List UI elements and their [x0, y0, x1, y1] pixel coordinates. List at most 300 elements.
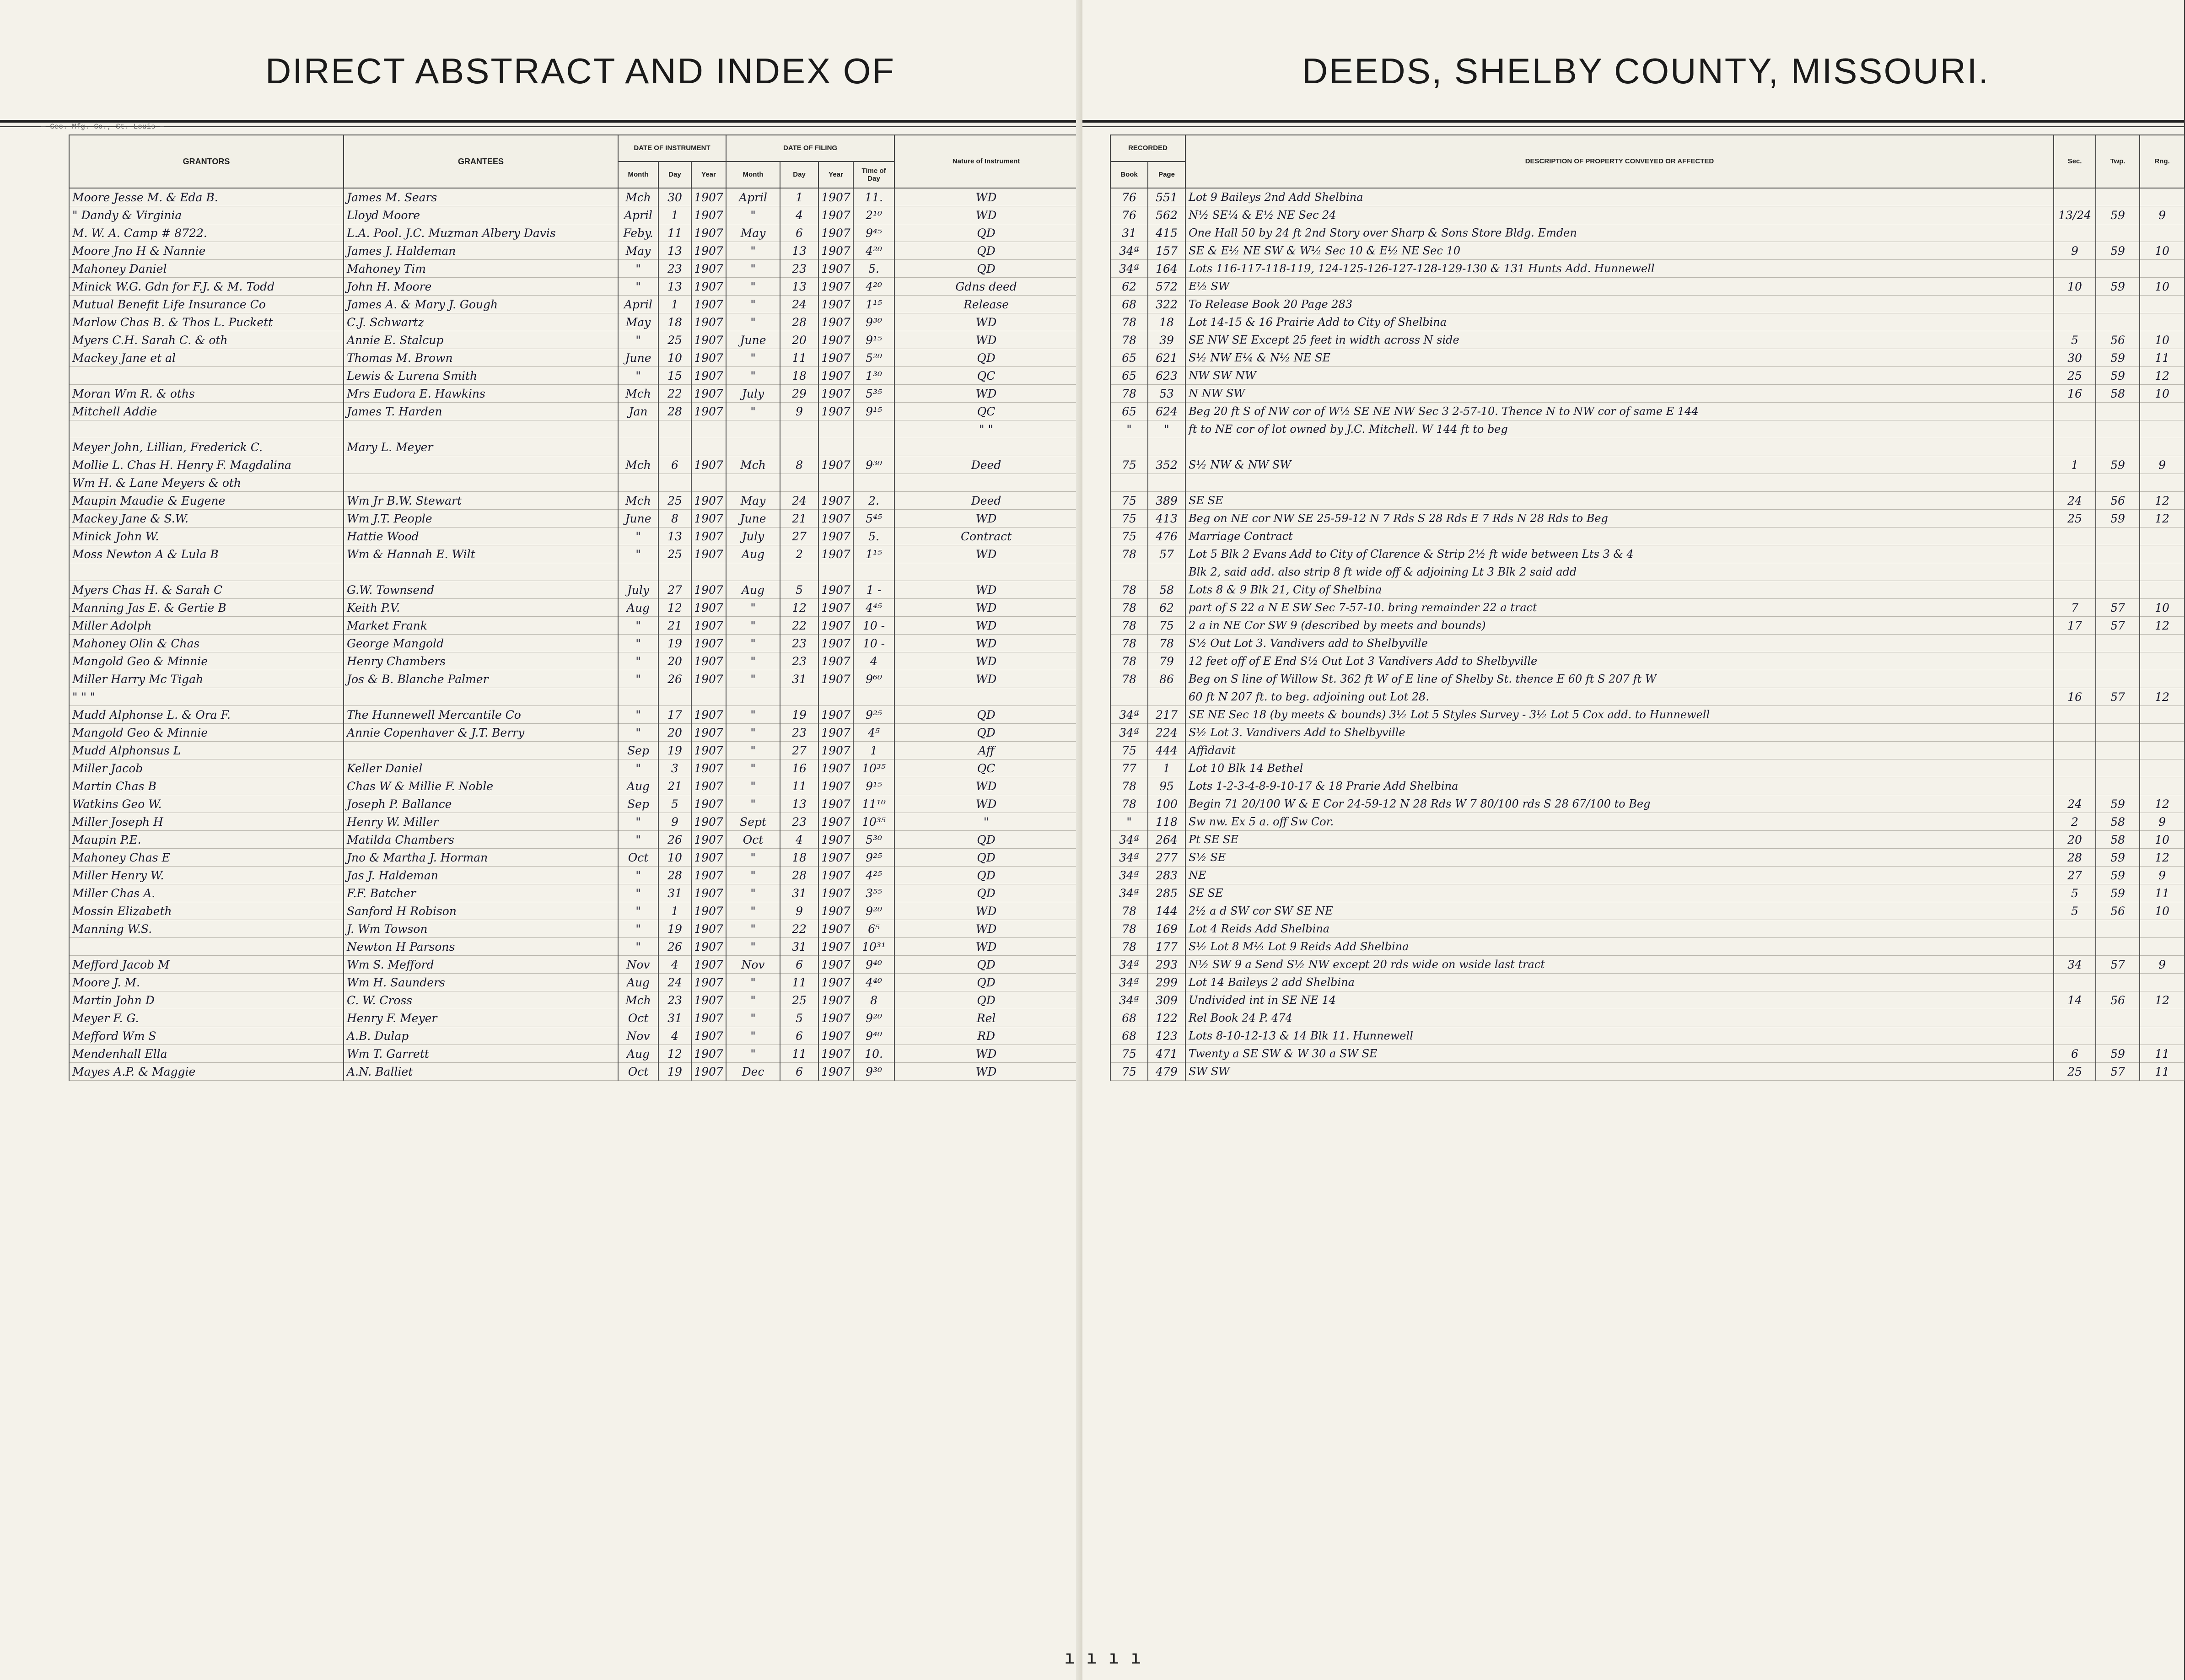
description-cell: Marriage Contract — [1185, 528, 2054, 545]
ledger-row — [69, 1045, 1078, 1063]
instrument-month-cell: " — [618, 617, 658, 635]
grantor-cell: Meyer F. G. — [69, 1009, 344, 1027]
instrument-day-cell: 8 — [658, 510, 691, 528]
sec-cell — [2054, 1009, 2096, 1027]
grantor-cell: Moss Newton A & Lula B — [69, 545, 344, 563]
filing-day-cell: 11 — [780, 974, 818, 991]
filing-day-cell — [780, 474, 818, 492]
nature-cell: WD — [894, 331, 1078, 349]
ledger-row — [1110, 742, 2185, 759]
twp-cell — [2096, 724, 2140, 742]
instrument-month-cell: " — [618, 260, 658, 278]
ledger-row — [69, 652, 1078, 670]
twp-cell: 58 — [2096, 385, 2140, 403]
filing-year-cell: 1907 — [818, 991, 853, 1009]
description-cell — [1185, 438, 2054, 456]
grantee-cell: Lewis & Lurena Smith — [344, 367, 618, 385]
instrument-month-cell — [618, 438, 658, 456]
page-cell: 57 — [1148, 545, 1185, 563]
filing-month-cell: Mch — [726, 456, 780, 474]
page-cell: 299 — [1148, 974, 1185, 991]
rng-cell: 10 — [2140, 599, 2185, 617]
grantee-cell: Newton H Parsons — [344, 938, 618, 956]
grantor-cell: Watkins Geo W. — [69, 795, 344, 813]
description-cell: 2½ a d SW cor SW SE NE — [1185, 902, 2054, 920]
ledger-row — [1110, 1063, 2185, 1081]
grantor-cell: Myers Chas H. & Sarah C — [69, 581, 344, 599]
page-cell: 224 — [1148, 724, 1185, 742]
description-cell: Pt SE SE — [1185, 831, 2054, 849]
rng-cell: 9 — [2140, 867, 2185, 884]
instrument-month-cell: " — [618, 635, 658, 652]
time-of-day-cell: 4⁴⁵ — [853, 599, 894, 617]
grantor-cell: Mackey Jane et al — [69, 349, 344, 367]
twp-cell — [2096, 652, 2140, 670]
rng-cell: 10 — [2140, 242, 2185, 260]
grantee-cell: Wm H. Saunders — [344, 974, 618, 991]
ledger-row — [1110, 795, 2185, 813]
rng-cell — [2140, 938, 2185, 956]
twp-cell — [2096, 403, 2140, 420]
book-cell: " — [1110, 420, 1148, 438]
description-cell: S½ NW & NW SW — [1185, 456, 2054, 474]
ledger-row — [69, 777, 1078, 795]
rng-cell — [2140, 652, 2185, 670]
description-cell: Sw nw. Ex 5 a. off Sw Cor. — [1185, 813, 2054, 831]
grantee-cell — [344, 742, 618, 759]
ledger-row — [69, 242, 1078, 260]
ledger-row — [69, 688, 1078, 706]
instrument-month-cell: June — [618, 510, 658, 528]
filing-day-cell: 27 — [780, 742, 818, 759]
sec-cell: 30 — [2054, 349, 2096, 367]
instrument-month-cell: Nov — [618, 1027, 658, 1045]
rng-cell — [2140, 1009, 2185, 1027]
rng-cell: 12 — [2140, 367, 2185, 385]
twp-cell — [2096, 670, 2140, 688]
grantee-cell: Jno & Martha J. Horman — [344, 849, 618, 867]
book-header: Book — [1110, 162, 1148, 188]
rng-cell: 10 — [2140, 278, 2185, 296]
book-cell: 78 — [1110, 652, 1148, 670]
filing-day-cell: 23 — [780, 260, 818, 278]
grantor-grantee-table — [69, 135, 1078, 1081]
filing-day-cell: 22 — [780, 617, 818, 635]
rng-cell — [2140, 670, 2185, 688]
filing-month-cell: " — [726, 599, 780, 617]
ledger-row — [1110, 1045, 2185, 1063]
sec-cell — [2054, 403, 2096, 420]
book-cell: 34ª — [1110, 849, 1148, 867]
filing-day-cell: 27 — [780, 528, 818, 545]
grantee-cell: Mrs Eudora E. Hawkins — [344, 385, 618, 403]
grantee-cell: Henry W. Miller — [344, 813, 618, 831]
rng-cell: 9 — [2140, 813, 2185, 831]
description-cell: E½ SW — [1185, 278, 2054, 296]
ledger-row — [1110, 813, 2185, 831]
filing-month-cell: April — [726, 188, 780, 206]
filing-day-cell: 5 — [780, 1009, 818, 1027]
grantor-cell: Marlow Chas B. & Thos L. Puckett — [69, 313, 344, 331]
time-of-day-cell: 9¹⁵ — [853, 777, 894, 795]
filing-day-cell: 11 — [780, 349, 818, 367]
page-cell: 18 — [1148, 313, 1185, 331]
filing-year-cell: 1907 — [818, 706, 853, 724]
filing-day-cell: 8 — [780, 456, 818, 474]
filing-day-cell: 11 — [780, 1045, 818, 1063]
ledger-row — [69, 742, 1078, 759]
filing-day-cell — [780, 563, 818, 581]
time-of-day-cell: 9⁴⁰ — [853, 956, 894, 974]
rng-cell: 10 — [2140, 385, 2185, 403]
ledger-row — [69, 759, 1078, 777]
instrument-month-cell: " — [618, 706, 658, 724]
book-cell: 75 — [1110, 742, 1148, 759]
twp-cell: 58 — [2096, 813, 2140, 831]
book-cell: 34ª — [1110, 884, 1148, 902]
instrument-year-cell: 1907 — [691, 313, 726, 331]
time-of-day-cell: 10 - — [853, 617, 894, 635]
description-cell: Twenty a SE SW & W 30 a SW SE — [1185, 1045, 2054, 1063]
sec-cell — [2054, 224, 2096, 242]
ledger-row — [1110, 884, 2185, 902]
sec-cell — [2054, 474, 2096, 492]
time-of-day-cell: 3⁵⁵ — [853, 884, 894, 902]
grantee-cell: F.F. Batcher — [344, 884, 618, 902]
left-ledger-body — [69, 188, 1078, 1081]
instrument-month-cell: " — [618, 545, 658, 563]
instrument-month-cell: Mch — [618, 991, 658, 1009]
instrument-day-cell: 20 — [658, 724, 691, 742]
page-cell: " — [1148, 420, 1185, 438]
twp-cell: 56 — [2096, 991, 2140, 1009]
grantees-header: GRANTEES — [344, 135, 618, 188]
grantor-cell: Miller Adolph — [69, 617, 344, 635]
description-cell: NW SW NW — [1185, 367, 2054, 385]
ledger-row — [69, 938, 1078, 956]
nature-cell: QD — [894, 831, 1078, 849]
filing-month-cell — [726, 438, 780, 456]
ledger-row — [1110, 260, 2185, 278]
grantee-cell — [344, 563, 618, 581]
instrument-year-cell: 1907 — [691, 938, 726, 956]
filing-month-cell: July — [726, 528, 780, 545]
rng-cell: 12 — [2140, 617, 2185, 635]
instrument-day-cell: 15 — [658, 367, 691, 385]
filing-year-cell — [818, 474, 853, 492]
grantor-cell: Martin John D — [69, 991, 344, 1009]
grantor-cell: Maupin Maudie & Eugene — [69, 492, 344, 510]
time-of-day-cell: 10 - — [853, 635, 894, 652]
sec-cell — [2054, 296, 2096, 313]
grantee-cell: A.N. Balliet — [344, 1063, 618, 1081]
instrument-month-cell: Sep — [618, 795, 658, 813]
instrument-month-cell: July — [618, 581, 658, 599]
grantor-cell: Myers C.H. Sarah C. & oth — [69, 331, 344, 349]
instrument-day-cell: 25 — [658, 545, 691, 563]
nature-cell: WD — [894, 920, 1078, 938]
instrument-month-cell: Oct — [618, 1063, 658, 1081]
instrument-year-cell: 1907 — [691, 849, 726, 867]
grantee-cell — [344, 474, 618, 492]
nature-cell — [894, 563, 1078, 581]
description-cell: Lots 8-10-12-13 & 14 Blk 11. Hunnewell — [1185, 1027, 2054, 1045]
filing-day-cell — [780, 688, 818, 706]
ledger-row — [69, 670, 1078, 688]
instrument-year-cell: 1907 — [691, 795, 726, 813]
description-cell: Lot 14-15 & 16 Prairie Add to City of Shelbina — [1185, 313, 2054, 331]
sec-cell — [2054, 188, 2096, 206]
book-cell: 34ª — [1110, 260, 1148, 278]
ledger-row — [69, 724, 1078, 742]
filing-month-cell: Oct — [726, 831, 780, 849]
ledger-row — [69, 1027, 1078, 1045]
ledger-row — [1110, 617, 2185, 635]
sec-cell: 16 — [2054, 385, 2096, 403]
instrument-month-cell: " — [618, 884, 658, 902]
book-cell: 78 — [1110, 581, 1148, 599]
grantee-cell: Wm & Hannah E. Wilt — [344, 545, 618, 563]
grantee-cell: The Hunnewell Mercantile Co — [344, 706, 618, 724]
ledger-row — [1110, 278, 2185, 296]
description-cell: NE — [1185, 867, 2054, 884]
ledger-row — [69, 188, 1078, 206]
instrument-day-cell: 9 — [658, 813, 691, 831]
filing-month-cell: " — [726, 884, 780, 902]
instrument-day-cell: 19 — [658, 920, 691, 938]
rng-cell — [2140, 759, 2185, 777]
page-cell — [1148, 563, 1185, 581]
book-cell: 75 — [1110, 456, 1148, 474]
ledger-row — [69, 367, 1078, 385]
rng-cell — [2140, 635, 2185, 652]
ledger-row — [69, 403, 1078, 420]
ledger-row — [69, 617, 1078, 635]
ledger-row — [69, 867, 1078, 884]
filing-month-cell: " — [726, 974, 780, 991]
grantor-cell: Minick John W. — [69, 528, 344, 545]
nature-cell: WD — [894, 902, 1078, 920]
ledger-row — [1110, 1009, 2185, 1027]
time-of-day-cell: 9⁴⁰ — [853, 1027, 894, 1045]
filing-day-cell: 12 — [780, 599, 818, 617]
nature-cell: QD — [894, 224, 1078, 242]
instrument-day-cell: 1 — [658, 206, 691, 224]
instrument-day-cell: 4 — [658, 956, 691, 974]
ledger-row — [69, 331, 1078, 349]
nature-cell: WD — [894, 599, 1078, 617]
ledger-row — [1110, 296, 2185, 313]
instrument-month-cell — [618, 474, 658, 492]
instrument-year-cell: 1907 — [691, 1063, 726, 1081]
book-cell: 77 — [1110, 759, 1148, 777]
nature-cell: Contract — [894, 528, 1078, 545]
ledger-row — [69, 920, 1078, 938]
ledger-row — [69, 599, 1078, 617]
filing-month-cell: " — [726, 920, 780, 938]
grantor-cell: Wm H. & Lane Meyers & oth — [69, 474, 344, 492]
page-cell: 122 — [1148, 1009, 1185, 1027]
grantor-cell — [69, 563, 344, 581]
sec-cell — [2054, 652, 2096, 670]
instrument-year-cell: 1907 — [691, 777, 726, 795]
book-cell: " — [1110, 813, 1148, 831]
page-cell: 62 — [1148, 599, 1185, 617]
instrument-year-cell: 1907 — [691, 884, 726, 902]
instrument-year-cell: 1907 — [691, 617, 726, 635]
instrument-day-cell: 19 — [658, 1063, 691, 1081]
sec-cell — [2054, 724, 2096, 742]
twp-cell: 57 — [2096, 688, 2140, 706]
filing-year-cell: 1907 — [818, 349, 853, 367]
description-cell: part of S 22 a N E SW Sec 7-57-10. bring remainder 22 a tract — [1185, 599, 2054, 617]
filing-month-cell: " — [726, 652, 780, 670]
instrument-month-cell: " — [618, 813, 658, 831]
ledger-row — [1110, 581, 2185, 599]
book-cell: 34ª — [1110, 991, 1148, 1009]
rng-cell — [2140, 545, 2185, 563]
instrument-day-cell: 13 — [658, 242, 691, 260]
instrument-year-cell: 1907 — [691, 296, 726, 313]
grantor-cell: Miller Joseph H — [69, 813, 344, 831]
instrument-year-cell: 1907 — [691, 278, 726, 296]
instrument-day-cell: 26 — [658, 938, 691, 956]
twp-cell: 56 — [2096, 902, 2140, 920]
sec-cell — [2054, 974, 2096, 991]
description-cell: SE NW SE Except 25 feet in width across N side — [1185, 331, 2054, 349]
time-of-day-cell: 10³¹ — [853, 938, 894, 956]
description-cell: N½ SE¼ & E½ NE Sec 24 — [1185, 206, 2054, 224]
ledger-row — [69, 974, 1078, 991]
instrument-year-cell: 1907 — [691, 224, 726, 242]
page-cell: 352 — [1148, 456, 1185, 474]
grantor-cell — [69, 420, 344, 438]
sec-cell — [2054, 581, 2096, 599]
twp-cell: 59 — [2096, 1045, 2140, 1063]
sec-cell — [2054, 635, 2096, 652]
instrument-day-cell: 1 — [658, 296, 691, 313]
ledger-row — [1110, 474, 2185, 492]
sec-cell: 27 — [2054, 867, 2096, 884]
nature-cell: WD — [894, 313, 1078, 331]
book-cell — [1110, 563, 1148, 581]
twp-cell: 57 — [2096, 1063, 2140, 1081]
grantor-cell: Miller Harry Mc Tigah — [69, 670, 344, 688]
grantor-cell: Manning Jas E. & Gertie B — [69, 599, 344, 617]
time-of-day-cell: 4⁵ — [853, 724, 894, 742]
page-cell: 78 — [1148, 635, 1185, 652]
time-of-day-cell: 5³⁵ — [853, 385, 894, 403]
twp-cell: 59 — [2096, 206, 2140, 224]
instrument-day-cell: 28 — [658, 867, 691, 884]
description-cell: Beg 20 ft S of NW cor of W½ SE NE NW Sec 3 2-57-10. Thence N to NW cor of same E 144 — [1185, 403, 2054, 420]
filing-month-cell — [726, 563, 780, 581]
filing-month-cell: " — [726, 867, 780, 884]
ledger-row — [1110, 385, 2185, 403]
instrument-day-cell: 19 — [658, 742, 691, 759]
filing-month-cell: " — [726, 724, 780, 742]
page-cell: 264 — [1148, 831, 1185, 849]
time-of-day-cell: 10³⁵ — [853, 813, 894, 831]
property-description-table — [1110, 135, 2185, 1081]
instrument-month-cell: " — [618, 920, 658, 938]
page-cell: 118 — [1148, 813, 1185, 831]
ledger-row — [1110, 670, 2185, 688]
twp-cell — [2096, 742, 2140, 759]
twp-cell: 58 — [2096, 831, 2140, 849]
sec-cell: 14 — [2054, 991, 2096, 1009]
filing-day-cell: 6 — [780, 956, 818, 974]
book-cell: 34ª — [1110, 974, 1148, 991]
twp-cell: 57 — [2096, 599, 2140, 617]
filing-month-cell: May — [726, 492, 780, 510]
filing-year-cell: 1907 — [818, 367, 853, 385]
sec-cell — [2054, 260, 2096, 278]
filing-day-cell: 16 — [780, 759, 818, 777]
ledger-row — [69, 635, 1078, 652]
book-cell: 65 — [1110, 349, 1148, 367]
grantee-cell: Annie E. Stalcup — [344, 331, 618, 349]
page-cell: 58 — [1148, 581, 1185, 599]
filing-month-cell: " — [726, 742, 780, 759]
sec-cell — [2054, 438, 2096, 456]
nature-cell: Deed — [894, 492, 1078, 510]
filing-year-cell — [818, 438, 853, 456]
instrument-day-cell: 3 — [658, 759, 691, 777]
sec-cell: 25 — [2054, 510, 2096, 528]
ledger-row — [1110, 510, 2185, 528]
description-cell: Beg on NE cor NW SE 25-59-12 N 7 Rds S 28 Rds E 7 Rds N 28 Rds to Beg — [1185, 510, 2054, 528]
book-cell: 78 — [1110, 599, 1148, 617]
instrument-month-cell: " — [618, 867, 658, 884]
filing-year-cell: 1907 — [818, 242, 853, 260]
instrument-year-cell — [691, 438, 726, 456]
page-cell: 322 — [1148, 296, 1185, 313]
nature-cell: Aff — [894, 742, 1078, 759]
twp-cell — [2096, 974, 2140, 991]
description-cell: Lot 10 Blk 14 Bethel — [1185, 759, 2054, 777]
description-cell: SW SW — [1185, 1063, 2054, 1081]
time-of-day-cell: 5⁴⁵ — [853, 510, 894, 528]
page-cell: 476 — [1148, 528, 1185, 545]
filing-month-cell: " — [726, 991, 780, 1009]
twp-cell: 57 — [2096, 617, 2140, 635]
sec-cell: 20 — [2054, 831, 2096, 849]
filing-day-header: Day — [780, 162, 818, 188]
ledger-row — [1110, 688, 2185, 706]
nature-cell — [894, 438, 1078, 456]
nature-cell: Rel — [894, 1009, 1078, 1027]
grantee-cell: Sanford H Robison — [344, 902, 618, 920]
instrument-month-cell: Mch — [618, 492, 658, 510]
description-cell: Lots 116-117-118-119, 124-125-126-127-128-129-130 & 131 Hunts Add. Hunnewell — [1185, 260, 2054, 278]
sec-cell — [2054, 777, 2096, 795]
time-of-day-cell: 2¹⁰ — [853, 206, 894, 224]
grantor-cell: Moore Jno H & Nannie — [69, 242, 344, 260]
time-of-day-cell: 5. — [853, 528, 894, 545]
instrument-day-cell: 31 — [658, 1009, 691, 1027]
description-header: DESCRIPTION OF PROPERTY CONVEYED OR AFFECTED — [1185, 135, 2054, 188]
description-cell: Lot 4 Reids Add Shelbina — [1185, 920, 2054, 938]
nature-cell — [894, 474, 1078, 492]
grantee-cell: Market Frank — [344, 617, 618, 635]
instrument-month-cell: Oct — [618, 849, 658, 867]
nature-cell: QD — [894, 724, 1078, 742]
rng-cell — [2140, 777, 2185, 795]
filing-month-cell: " — [726, 206, 780, 224]
instrument-month-cell: Sep — [618, 742, 658, 759]
sec-cell — [2054, 706, 2096, 724]
